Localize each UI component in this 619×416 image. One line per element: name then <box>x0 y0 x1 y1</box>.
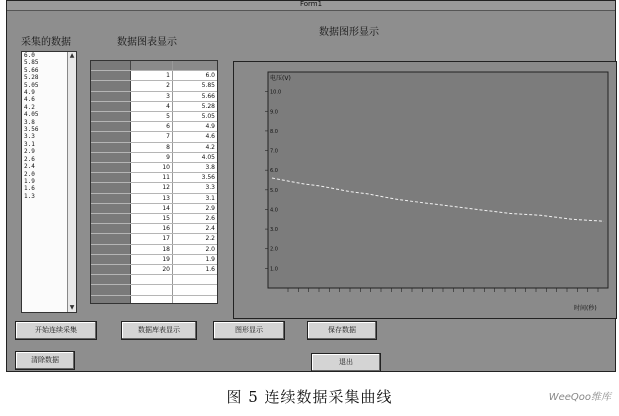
x-axis-label: 时间(秒) <box>574 305 597 312</box>
index-cell <box>131 296 173 304</box>
row-header-cell <box>91 102 131 111</box>
table-row[interactable] <box>91 214 217 224</box>
clear-data-button[interactable]: 清除数据 <box>15 351 75 370</box>
index-cell: 12 <box>131 183 173 192</box>
value-cell: 4.2 <box>205 143 215 151</box>
value-cell: 4.6 <box>205 133 215 141</box>
app-window <box>6 0 616 372</box>
table-row[interactable] <box>91 132 217 142</box>
list-item[interactable]: 2.9 <box>24 148 35 156</box>
table-show-button[interactable]: 数据库表显示 <box>121 321 197 340</box>
row-header-cell <box>91 194 131 203</box>
row-header-cell <box>91 275 131 284</box>
y-tick-label: 4.0 <box>270 207 278 214</box>
table-row[interactable] <box>91 265 217 275</box>
table-row[interactable] <box>91 194 217 204</box>
table-row[interactable] <box>91 153 217 163</box>
list-item[interactable]: 4.6 <box>24 96 35 104</box>
row-header-cell <box>91 163 131 172</box>
row-header-cell <box>91 224 131 233</box>
watermark: WeeQoo维库 <box>548 392 611 403</box>
row-header-cell <box>91 112 131 121</box>
value-cell <box>173 285 218 294</box>
value-cell: 5.05 <box>201 113 215 120</box>
row-header-cell <box>91 81 131 90</box>
scroll-down-icon[interactable]: ▼ <box>69 304 75 311</box>
row-header-cell <box>91 153 131 162</box>
index-cell <box>131 285 173 294</box>
index-cell: 1 <box>131 71 173 80</box>
table-row[interactable] <box>91 245 217 255</box>
row-header-cell <box>91 234 131 243</box>
value-cell <box>173 275 218 284</box>
list-item[interactable]: 5.66 <box>24 66 39 74</box>
value-cell: 3.8 <box>205 164 215 171</box>
index-cell <box>131 61 173 70</box>
value-cell <box>173 296 218 304</box>
value-cell: 1.9 <box>205 255 215 263</box>
table-row[interactable] <box>91 122 217 132</box>
y-tick-label: 10.0 <box>270 89 282 96</box>
table-row[interactable] <box>91 234 217 244</box>
y-axis-label: 电压(V) <box>270 75 291 82</box>
index-cell: 15 <box>131 214 173 223</box>
table-row[interactable] <box>91 285 217 295</box>
list-item[interactable]: 5.05 <box>24 81 39 89</box>
list-item[interactable]: 6.0 <box>24 52 35 59</box>
figure-caption: 图 5 连续数据采集曲线 <box>226 388 393 406</box>
index-cell <box>131 275 173 284</box>
row-header-cell <box>91 204 131 213</box>
plot-area <box>268 72 608 288</box>
chart-panel <box>233 61 617 319</box>
table-row[interactable] <box>91 143 217 153</box>
collected-data-list[interactable] <box>21 51 77 313</box>
chart-title-label: 数据图形显示 <box>319 27 379 38</box>
line-chart <box>234 62 616 318</box>
index-cell: 7 <box>131 132 173 141</box>
table-row[interactable] <box>91 163 217 173</box>
value-cell: 5.28 <box>201 102 215 110</box>
value-cell: 3.56 <box>201 174 215 182</box>
scroll-up-icon[interactable]: ▲ <box>69 52 75 59</box>
index-cell: 19 <box>131 255 173 264</box>
value-cell: 1.6 <box>205 266 215 273</box>
collected-data-label: 采集的数据 <box>21 37 71 48</box>
data-table[interactable] <box>90 60 218 304</box>
y-tick-label: 8.0 <box>270 128 278 135</box>
index-cell: 4 <box>131 102 173 111</box>
row-header-cell <box>91 214 131 223</box>
list-item[interactable]: 5.28 <box>24 74 39 82</box>
list-item[interactable]: 4.2 <box>24 103 35 111</box>
row-header-cell <box>91 92 131 101</box>
list-item[interactable]: 2.4 <box>24 163 35 171</box>
table-row[interactable] <box>91 71 217 81</box>
index-cell: 13 <box>131 194 173 203</box>
index-cell: 16 <box>131 224 173 233</box>
index-cell: 14 <box>131 204 173 213</box>
value-cell: 3.1 <box>205 194 215 202</box>
value-cell: 6.0 <box>205 72 215 80</box>
index-cell: 3 <box>131 92 173 101</box>
table-row[interactable] <box>91 204 217 214</box>
table-row[interactable] <box>91 224 217 234</box>
window-title: Form1 <box>299 0 323 8</box>
list-item[interactable]: 5.85 <box>24 59 39 67</box>
list-item[interactable]: 3.56 <box>24 126 39 134</box>
table-row[interactable] <box>91 112 217 122</box>
list-item[interactable]: 3.1 <box>24 140 35 148</box>
table-row[interactable] <box>91 102 217 112</box>
chart-show-button[interactable]: 图形显示 <box>213 321 285 340</box>
y-tick-label: 5.0 <box>270 187 278 194</box>
table-row[interactable] <box>91 173 217 183</box>
value-cell: 5.66 <box>201 92 215 100</box>
list-item[interactable]: 1.6 <box>24 185 35 193</box>
table-row[interactable] <box>91 255 217 265</box>
value-cell: 4.9 <box>205 123 215 131</box>
value-cell: 2.6 <box>205 215 215 222</box>
y-tick-label: 9.0 <box>270 109 278 116</box>
list-scrollbar[interactable] <box>67 52 76 312</box>
table-row[interactable] <box>91 92 217 102</box>
value-cell: 4.05 <box>201 153 215 161</box>
list-item[interactable]: 2.6 <box>24 155 35 163</box>
value-cell: 2.2 <box>205 235 215 243</box>
save-data-button[interactable]: 保存数据 <box>307 321 377 340</box>
row-header-cell <box>91 61 131 70</box>
y-tick-label: 1.0 <box>270 266 278 273</box>
index-cell: 9 <box>131 153 173 162</box>
y-tick-label: 6.0 <box>270 168 278 175</box>
list-item[interactable]: 3.3 <box>24 133 35 141</box>
index-cell: 2 <box>131 81 173 90</box>
row-header-cell <box>91 285 131 294</box>
index-cell: 11 <box>131 173 173 182</box>
y-tick-label: 7.0 <box>270 148 278 155</box>
value-cell: 5.85 <box>201 82 215 90</box>
index-cell: 10 <box>131 163 173 172</box>
row-header-cell <box>91 132 131 141</box>
list-item[interactable]: 1.9 <box>24 177 35 185</box>
list-item[interactable]: 4.05 <box>24 111 39 119</box>
index-cell: 6 <box>131 122 173 131</box>
table-row[interactable] <box>91 275 217 285</box>
row-header-cell <box>91 173 131 182</box>
row-header-cell <box>91 143 131 152</box>
list-item[interactable]: 1.3 <box>24 192 35 200</box>
value-cell: 2.9 <box>205 204 215 212</box>
row-header-cell <box>91 265 131 274</box>
index-cell: 8 <box>131 143 173 152</box>
row-header-cell <box>91 245 131 254</box>
row-header-cell <box>91 183 131 192</box>
table-row[interactable] <box>91 296 217 304</box>
table-row[interactable] <box>91 81 217 91</box>
row-header-cell <box>91 296 131 304</box>
start-collect-button[interactable]: 开始连续采集 <box>15 321 97 340</box>
index-cell: 5 <box>131 112 173 121</box>
y-tick-label: 3.0 <box>270 227 278 234</box>
value-cell: 2.4 <box>205 225 215 233</box>
list-item[interactable]: 4.9 <box>24 89 35 97</box>
value-cell: 2.0 <box>205 245 215 253</box>
index-cell: 17 <box>131 234 173 243</box>
title-bar <box>7 1 615 11</box>
list-item[interactable]: 3.8 <box>24 118 35 126</box>
list-item[interactable]: 2.0 <box>24 170 35 178</box>
table-row[interactable] <box>91 61 217 71</box>
row-header-cell <box>91 122 131 131</box>
index-cell: 18 <box>131 245 173 254</box>
value-cell <box>173 61 218 70</box>
row-header-cell <box>91 255 131 264</box>
value-cell: 3.3 <box>205 184 215 192</box>
y-tick-label: 2.0 <box>270 246 278 253</box>
table-row[interactable] <box>91 183 217 193</box>
row-header-cell <box>91 71 131 80</box>
exit-button[interactable]: 退出 <box>311 353 381 372</box>
table-title-label: 数据图表显示 <box>117 37 177 48</box>
index-cell: 20 <box>131 265 173 274</box>
